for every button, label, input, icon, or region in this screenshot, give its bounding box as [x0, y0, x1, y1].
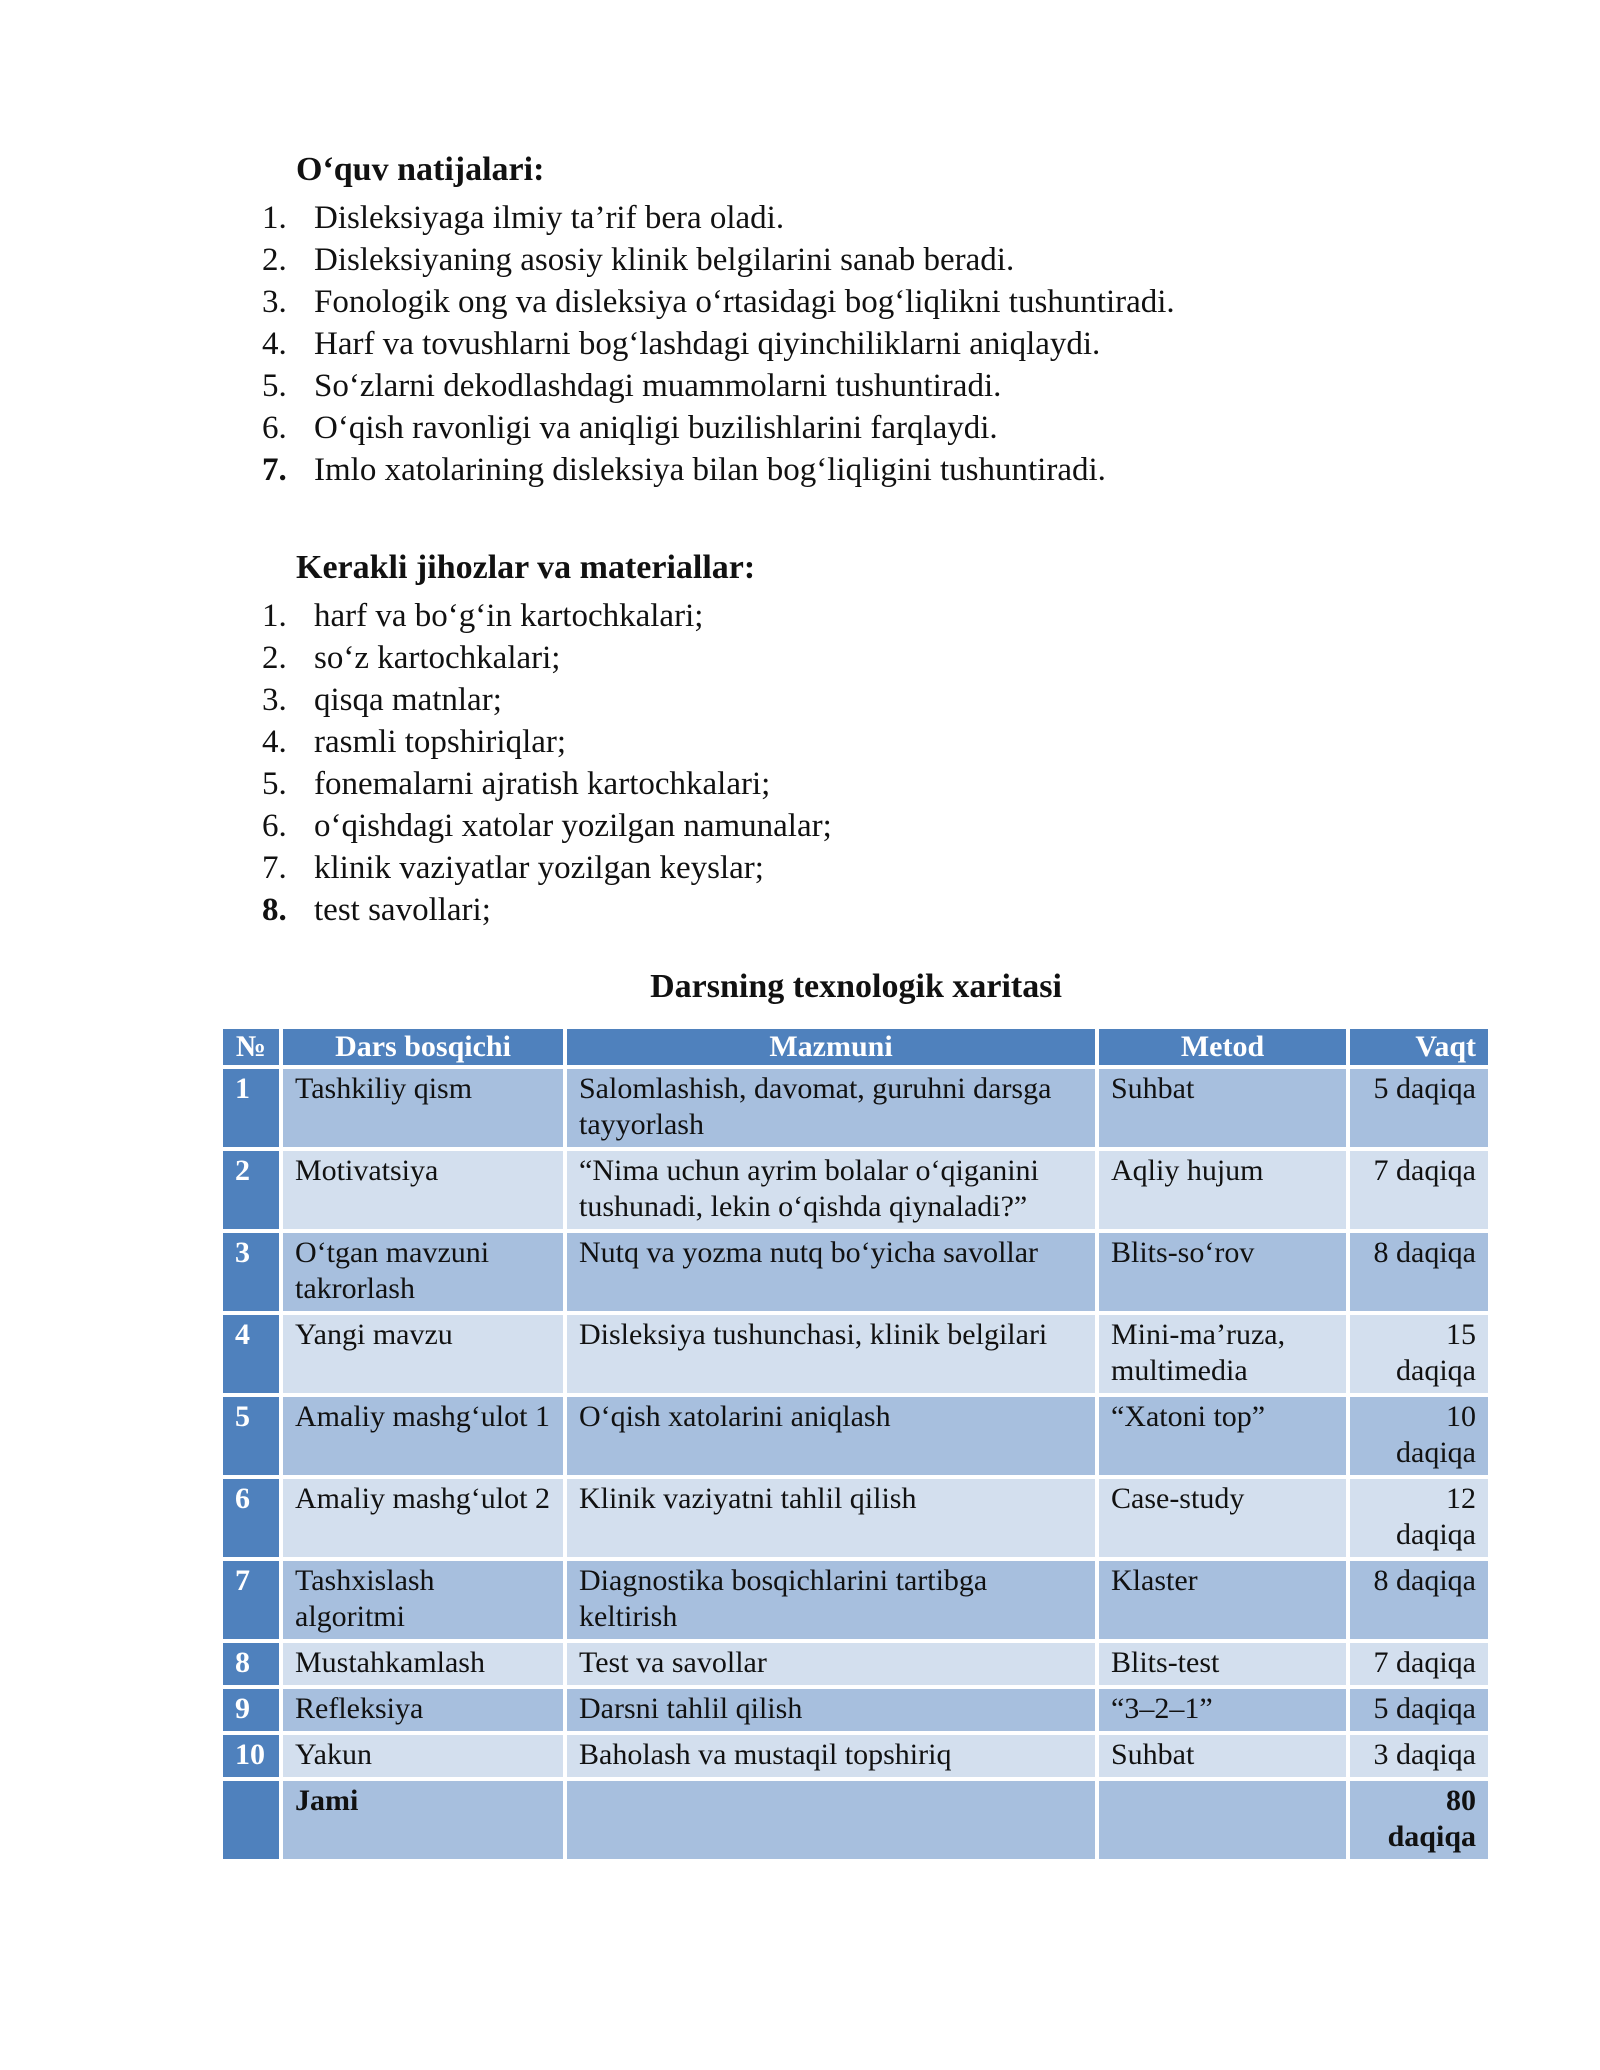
item-number: 8. — [262, 892, 287, 928]
row-method: Case-study — [1099, 1479, 1350, 1561]
list-item — [262, 365, 1462, 407]
item-number: 5. — [262, 368, 287, 404]
row-number: 2 — [223, 1151, 283, 1233]
row-time: 8 daqiqa — [1350, 1233, 1488, 1315]
item-number: 6. — [262, 410, 287, 446]
row-number: 5 — [223, 1397, 283, 1479]
item-number: 7. — [262, 452, 287, 488]
row-stage: O‘tgan mavzuni takrorlash — [283, 1233, 567, 1315]
item-number: 4. — [262, 326, 287, 362]
row-time: 5 daqiqa — [1350, 1069, 1488, 1151]
row-time: 7 daqiqa — [1350, 1643, 1488, 1689]
total-label: Jami — [283, 1781, 567, 1863]
list-item — [262, 239, 1462, 281]
item-number: 6. — [262, 808, 287, 844]
total-time: 80 daqiqa — [1350, 1781, 1488, 1863]
item-text: So‘zlarni dekodlashdagi muammolarni tushuntiradi. — [314, 368, 1002, 404]
outcomes-heading: O‘quv natijalari: — [296, 151, 545, 188]
row-time: 5 daqiqa — [1350, 1689, 1488, 1735]
row-stage: Yakun — [283, 1735, 567, 1781]
row-method: Blits-test — [1099, 1643, 1350, 1689]
list-item — [262, 889, 1462, 931]
row-method: Blits-so‘rov — [1099, 1233, 1350, 1315]
item-number: 1. — [262, 200, 287, 236]
list-item — [262, 595, 1462, 637]
total-number-cell — [223, 1781, 283, 1863]
item-text: Disleksiyaning asosiy klinik belgilarini sanab beradi. — [314, 242, 1015, 278]
materials-list — [262, 595, 1462, 931]
item-number: 1. — [262, 598, 287, 634]
row-content: Disleksiya tushunchasi, klinik belgilari — [567, 1315, 1099, 1397]
row-stage: Refleksiya — [283, 1689, 567, 1735]
tech-map-title: Darsning texnologik xaritasi — [650, 968, 1062, 1005]
row-method: Klaster — [1099, 1561, 1350, 1643]
item-number: 4. — [262, 724, 287, 760]
item-text: harf va bo‘g‘in kartochkalari; — [314, 598, 704, 634]
item-number: 5. — [262, 766, 287, 802]
table-row — [223, 1735, 1488, 1781]
item-text: fonemalarni ajratish kartochkalari; — [314, 766, 771, 802]
outcomes-list — [262, 197, 1462, 491]
list-item — [262, 281, 1462, 323]
row-content: Baholash va mustaqil topshiriq — [567, 1735, 1099, 1781]
item-number: 3. — [262, 284, 287, 320]
row-time: 10 daqiqa — [1350, 1397, 1488, 1479]
row-method: Suhbat — [1099, 1735, 1350, 1781]
item-text: Disleksiyaga ilmiy ta’rif bera oladi. — [314, 200, 785, 236]
row-content: “Nima uchun ayrim bolalar o‘qiganini tushunadi, lekin o‘qishda qiynaladi?” — [567, 1151, 1099, 1233]
row-number: 4 — [223, 1315, 283, 1397]
item-text: test savollari; — [314, 892, 491, 928]
row-time: 12 daqiqa — [1350, 1479, 1488, 1561]
table-row — [223, 1561, 1488, 1643]
list-item — [262, 449, 1462, 491]
table-row — [223, 1151, 1488, 1233]
materials-heading: Kerakli jihozlar va materiallar: — [296, 549, 756, 586]
row-content: Nutq va yozma nutq bo‘yicha savollar — [567, 1233, 1099, 1315]
list-item — [262, 407, 1462, 449]
row-content: O‘qish xatolarini aniqlash — [567, 1397, 1099, 1479]
row-number: 9 — [223, 1689, 283, 1735]
row-method: Aqliy hujum — [1099, 1151, 1350, 1233]
list-item — [262, 323, 1462, 365]
row-stage: Amaliy mashg‘ulot 1 — [283, 1397, 567, 1479]
row-time: 7 daqiqa — [1350, 1151, 1488, 1233]
row-content: Test va savollar — [567, 1643, 1099, 1689]
row-time: 3 daqiqa — [1350, 1735, 1488, 1781]
list-item — [262, 805, 1462, 847]
header-stage: Dars bosqichi — [283, 1029, 567, 1069]
row-method: Suhbat — [1099, 1069, 1350, 1151]
row-method: “3–2–1” — [1099, 1689, 1350, 1735]
row-number: 3 — [223, 1233, 283, 1315]
table-row — [223, 1233, 1488, 1315]
row-number: 6 — [223, 1479, 283, 1561]
table-row — [223, 1315, 1488, 1397]
header-content: Mazmuni — [567, 1029, 1099, 1069]
list-item — [262, 637, 1462, 679]
row-content: Diagnostika bosqichlarini tartibga keltirish — [567, 1561, 1099, 1643]
total-content-cell — [567, 1781, 1099, 1863]
row-stage: Yangi mavzu — [283, 1315, 567, 1397]
table-row — [223, 1689, 1488, 1735]
row-number: 8 — [223, 1643, 283, 1689]
item-number: 7. — [262, 850, 287, 886]
item-number: 2. — [262, 242, 287, 278]
item-text: Harf va tovushlarni bog‘lashdagi qiyinchiliklarni aniqlaydi. — [314, 326, 1101, 362]
item-text: Imlo xatolarining disleksiya bilan bog‘liqligini tushuntiradi. — [314, 452, 1106, 488]
row-number: 10 — [223, 1735, 283, 1781]
header-num: № — [223, 1029, 283, 1069]
table-row — [223, 1069, 1488, 1151]
total-method-cell — [1099, 1781, 1350, 1863]
row-stage: Amaliy mashg‘ulot 2 — [283, 1479, 567, 1561]
row-time: 15 daqiqa — [1350, 1315, 1488, 1397]
row-content: Klinik vaziyatni tahlil qilish — [567, 1479, 1099, 1561]
list-item — [262, 847, 1462, 889]
table-row — [223, 1479, 1488, 1561]
item-number: 3. — [262, 682, 287, 718]
item-text: qisqa matnlar; — [314, 682, 502, 718]
row-method: Mini-ma’ruza, multimedia — [1099, 1315, 1350, 1397]
table-row — [223, 1643, 1488, 1689]
row-content: Salomlashish, davomat, guruhni darsga tayyorlash — [567, 1069, 1099, 1151]
row-number: 7 — [223, 1561, 283, 1643]
item-text: rasmli topshiriqlar; — [314, 724, 567, 760]
item-number: 2. — [262, 640, 287, 676]
list-item — [262, 721, 1462, 763]
tech-map-table — [223, 1029, 1488, 1863]
table-row — [223, 1397, 1488, 1479]
row-time: 8 daqiqa — [1350, 1561, 1488, 1643]
row-content: Darsni tahlil qilish — [567, 1689, 1099, 1735]
list-item — [262, 197, 1462, 239]
header-time: Vaqt — [1350, 1029, 1488, 1069]
table-total-row — [223, 1781, 1488, 1863]
row-stage: Tashxislash algoritmi — [283, 1561, 567, 1643]
row-method: “Xatoni top” — [1099, 1397, 1350, 1479]
item-text: o‘qishdagi xatolar yozilgan namunalar; — [314, 808, 832, 844]
item-text: O‘qish ravonligi va aniqligi buzilishlarini farqlaydi. — [314, 410, 998, 446]
table-header-row — [223, 1029, 1488, 1069]
row-number: 1 — [223, 1069, 283, 1151]
item-text: Fonologik ong va disleksiya o‘rtasidagi bog‘liqlikni tushuntiradi. — [314, 284, 1175, 320]
row-stage: Motivatsiya — [283, 1151, 567, 1233]
row-stage: Tashkiliy qism — [283, 1069, 567, 1151]
item-text: klinik vaziyatlar yozilgan keyslar; — [314, 850, 764, 886]
item-text: so‘z kartochkalari; — [314, 640, 561, 676]
row-stage: Mustahkamlash — [283, 1643, 567, 1689]
header-method: Metod — [1099, 1029, 1350, 1069]
list-item — [262, 679, 1462, 721]
list-item — [262, 763, 1462, 805]
